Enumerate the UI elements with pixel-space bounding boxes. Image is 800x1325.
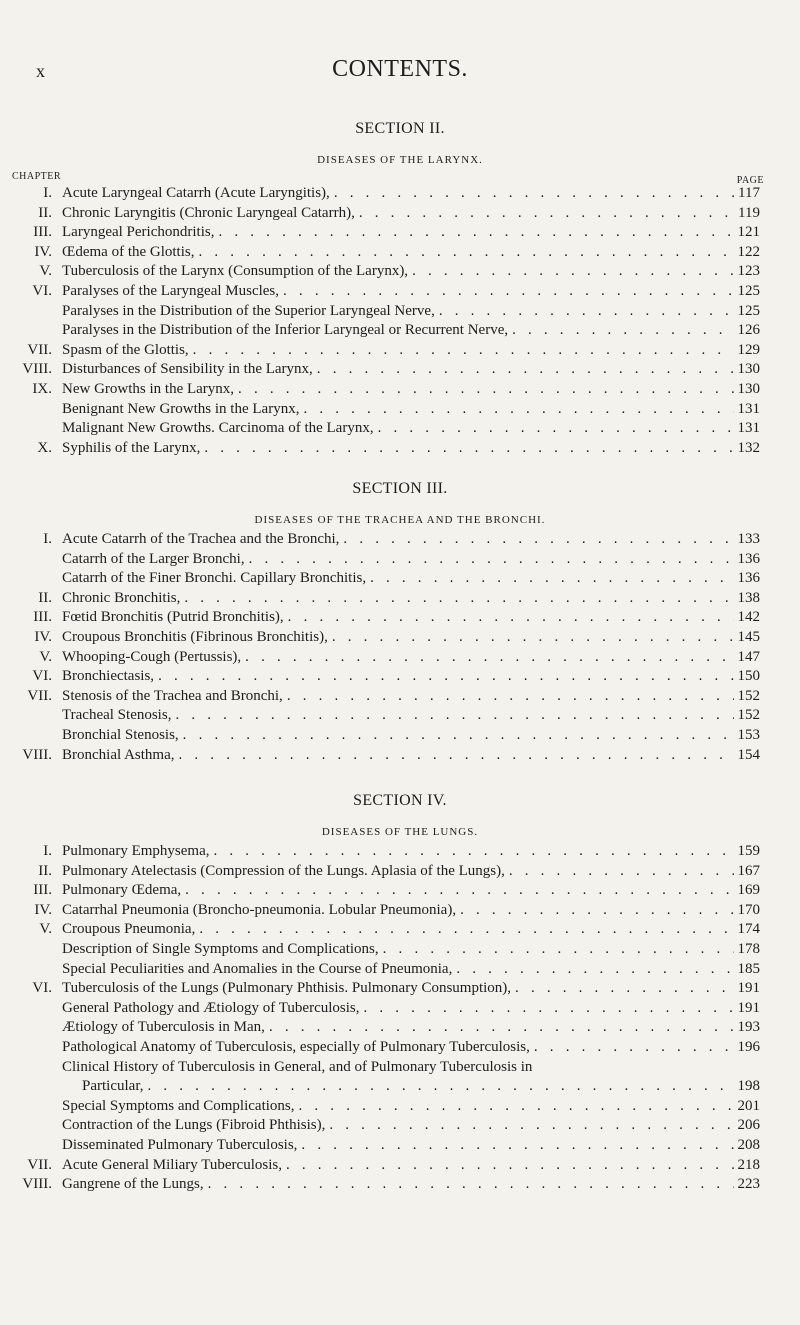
entry-title: Paralyses in the Distribution of the Inferior Laryngeal or Recurrent Nerve,: [62, 322, 509, 339]
chapter-number: I.: [43, 843, 52, 859]
section-subtitle: DISEASES OF THE TRACHEA AND THE BRONCHI.: [254, 514, 546, 526]
page-number: 223: [737, 1176, 760, 1193]
dot-leader: [287, 687, 734, 707]
dot-leader: [378, 419, 734, 439]
entry-line: [62, 1136, 760, 1156]
page-number: 129: [737, 341, 760, 358]
toc-entry: [0, 1018, 800, 1038]
entry-title: Pulmonary Emphysema,: [62, 843, 210, 859]
dot-leader: [286, 1156, 734, 1176]
entry-title: Tuberculosis of the Lungs (Pulmonary Phthisis. Pulmonary Consumption),: [62, 980, 512, 997]
dot-leader: [334, 184, 734, 204]
entry-title: Stenosis of the Trachea and Bronchi,: [62, 687, 283, 704]
entry-line: [62, 628, 760, 648]
dot-leader: [198, 243, 733, 263]
chapter-number: IV.: [34, 243, 52, 260]
dot-leader: [363, 999, 733, 1019]
dot-leader: [303, 400, 733, 420]
entry-title: Spasm of the Glottis,: [62, 341, 189, 358]
toc-entry: [0, 1156, 800, 1176]
entry-title: Paralyses of the Laryngeal Muscles,: [62, 282, 280, 299]
entry-title: Catarrh of the Finer Bronchi. Capillary Bronchitis,: [62, 570, 367, 587]
entry-title: Bronchial Asthma,: [62, 746, 175, 763]
entry-line: [62, 341, 760, 361]
dot-leader: [185, 881, 733, 901]
entry-title: Croupous Bronchitis (Fibrinous Bronchitis),: [62, 628, 328, 645]
dot-leader: [288, 608, 734, 628]
toc-entry: [0, 321, 800, 341]
page-number: 130: [737, 380, 760, 397]
toc-entry: [0, 302, 800, 322]
entry-title: Acute Catarrh of the Trachea and the Bronchi,: [62, 531, 340, 547]
entry-title: New Growths in the Larynx,: [62, 380, 235, 397]
chapter-number: VIII.: [22, 361, 52, 378]
chapter-number: II.: [38, 589, 52, 606]
entry-title: Gangrene of the Lungs,: [62, 1176, 204, 1193]
entry-title: Description of Single Symptoms and Complications,: [62, 940, 379, 957]
dot-leader: [460, 901, 733, 921]
entry-title: Fœtid Bronchitis (Putrid Bronchitis),: [62, 609, 284, 626]
toc-entry: [0, 1175, 800, 1195]
entry-title: Special Peculiarities and Anomalies in the Course of Pneumonia,: [62, 960, 453, 977]
entry-line: [62, 979, 760, 999]
entry-line: [62, 648, 760, 668]
page-number: 152: [737, 687, 760, 704]
section-subtitle: DISEASES OF THE LUNGS.: [321, 826, 479, 838]
dot-leader: [208, 1175, 734, 1195]
page-number: 191: [737, 999, 760, 1016]
dot-leader: [175, 706, 733, 726]
entry-line: [62, 400, 760, 420]
dot-leader: [179, 746, 734, 766]
toc-entry: [0, 184, 800, 204]
dot-leader: [301, 1136, 733, 1156]
chapter-number: VI.: [32, 282, 52, 299]
dot-leader: [412, 262, 733, 282]
entry-line: [62, 1077, 760, 1097]
page-number: 201: [737, 1097, 760, 1114]
entry-line: [62, 1175, 760, 1195]
page-number: 218: [737, 1156, 760, 1173]
toc-entry: [0, 1097, 800, 1117]
dot-leader: [317, 360, 734, 380]
chapter-number: VIII.: [22, 746, 52, 763]
entry-title: Ætiology of Tuberculosis in Man,: [62, 1019, 265, 1036]
entry-line: [62, 1058, 760, 1078]
chapter-number: VI.: [32, 980, 52, 997]
entry-line: [62, 439, 760, 459]
entry-title: Tuberculosis of the Larynx (Consumption of the Larynx),: [62, 263, 409, 280]
dot-leader: [329, 1116, 733, 1136]
toc-entry: [0, 726, 800, 746]
entry-title: Acute General Miliary Tuberculosis,: [62, 1156, 282, 1173]
entry-line: [62, 881, 760, 901]
entry-line: [62, 262, 760, 282]
toc-entry: [0, 530, 800, 550]
chapter-column-label: CHAPTER: [12, 171, 62, 182]
dot-leader: [249, 550, 734, 570]
chapter-number: I.: [43, 185, 52, 201]
entry-title: Malignant New Growths. Carcinoma of the Larynx,: [62, 420, 374, 437]
chapter-number: II.: [38, 204, 52, 221]
dot-leader: [359, 204, 734, 224]
section-title: SECTION II.: [355, 120, 445, 137]
page-number: 136: [737, 550, 760, 567]
toc-entry: [0, 589, 800, 609]
section-ii: [0, 120, 800, 458]
toc-entry: [0, 341, 800, 361]
page-number: 208: [737, 1136, 760, 1153]
page-number: 174: [737, 921, 760, 938]
chapter-number: III.: [33, 224, 52, 241]
page-number: 167: [737, 862, 760, 879]
chapter-number: VII.: [27, 1156, 52, 1173]
toc-entry: [0, 1136, 800, 1156]
page-number: 196: [737, 1038, 760, 1055]
page-number: 206: [737, 1117, 760, 1134]
page-number: 132: [737, 439, 760, 456]
entry-line: [62, 1156, 760, 1176]
entry-line: [62, 243, 760, 263]
dot-leader: [269, 1018, 734, 1038]
page-number: 152: [737, 707, 760, 724]
toc-entry: [0, 960, 800, 980]
toc-entry: [0, 282, 800, 302]
entry-title: Tracheal Stenosis,: [62, 707, 172, 724]
entry-title: Special Symptoms and Complications,: [62, 1097, 295, 1114]
page-column-label: PAGE: [736, 175, 764, 186]
toc-entry: [0, 243, 800, 263]
page-number: 169: [737, 882, 760, 899]
page-number: 153: [737, 726, 760, 743]
dot-leader: [439, 302, 734, 322]
toc-entry: [0, 940, 800, 960]
entry-line: [62, 204, 760, 224]
dot-leader: [147, 1077, 733, 1097]
dot-leader: [332, 628, 734, 648]
entry-line: [62, 530, 760, 550]
page-number: 191: [737, 980, 760, 997]
entry-line: [62, 1018, 760, 1038]
chapter-number: VIII.: [22, 1176, 52, 1193]
toc-entry: [0, 920, 800, 940]
toc-entry: [0, 550, 800, 570]
toc-list: [0, 842, 800, 1195]
page-number: 138: [737, 589, 760, 606]
dot-leader: [158, 667, 733, 687]
section-title: SECTION III.: [352, 480, 448, 497]
toc-entry: [0, 648, 800, 668]
page-number: 121: [737, 224, 760, 241]
entry-line: [62, 940, 760, 960]
entry-line: [62, 862, 760, 882]
toc-entry: [0, 842, 800, 862]
toc-entry: [0, 380, 800, 400]
toc-entry: [0, 628, 800, 648]
page-number: 193: [737, 1019, 760, 1036]
entry-line: [62, 380, 760, 400]
toc-entry: [0, 1077, 800, 1097]
page-number: 119: [738, 204, 760, 221]
entry-title: Particular,: [82, 1078, 144, 1095]
page-number: 125: [737, 282, 760, 299]
page-number: 130: [737, 361, 760, 378]
toc-list: [0, 184, 800, 458]
dot-leader: [193, 341, 734, 361]
entry-line: [62, 1116, 760, 1136]
entry-line: [62, 550, 760, 570]
entry-line: [62, 282, 760, 302]
entry-title: Œdema of the Glottis,: [62, 243, 195, 260]
entry-title: Disseminated Pulmonary Tuberculosis,: [62, 1136, 298, 1153]
entry-line: [62, 999, 760, 1019]
section-subtitle: DISEASES OF THE LARYNX.: [317, 154, 483, 166]
page-number: 136: [737, 570, 760, 587]
page-header: [0, 56, 800, 86]
entry-title: Catarrhal Pneumonia (Broncho-pneumonia. Lobular Pneumonia),: [62, 901, 457, 918]
dot-leader: [183, 726, 734, 746]
section-iii: [0, 480, 800, 765]
chapter-number: V.: [39, 263, 52, 280]
dot-leader: [343, 530, 733, 550]
dot-leader: [184, 589, 733, 609]
chapter-number: IV.: [34, 901, 52, 918]
dot-leader: [238, 380, 733, 400]
entry-title: Chronic Laryngitis (Chronic Laryngeal Catarrh),: [62, 204, 355, 221]
dot-leader: [218, 223, 733, 243]
entry-line: [62, 920, 760, 940]
page-number: 133: [737, 531, 760, 547]
page-number: 198: [737, 1078, 760, 1095]
page-number: 170: [737, 901, 760, 918]
entry-line: [62, 726, 760, 746]
running-title: CONTENTS.: [332, 56, 468, 82]
toc-entry: [0, 881, 800, 901]
chapter-number: X.: [37, 439, 52, 456]
entry-title: Catarrh of the Larger Bronchi,: [62, 550, 245, 567]
entry-title: Pathological Anatomy of Tuberculosis, especially of Pulmonary Tuberculosis,: [62, 1038, 530, 1055]
chapter-number: I.: [43, 531, 52, 547]
dot-leader: [512, 321, 733, 341]
page-number: 159: [737, 843, 760, 859]
toc-entry: [0, 223, 800, 243]
entry-line: [62, 419, 760, 439]
toc-entry: [0, 706, 800, 726]
chapter-number: V.: [39, 648, 52, 665]
toc-entry: [0, 419, 800, 439]
page-number: 123: [737, 263, 760, 280]
toc-entry: [0, 204, 800, 224]
page-folio: x: [36, 61, 45, 81]
entry-title: Pulmonary Œdema,: [62, 882, 182, 899]
toc-entry: [0, 1058, 800, 1078]
dot-leader: [283, 282, 733, 302]
section-iv: [0, 792, 800, 1195]
chapter-number: III.: [33, 882, 52, 899]
entry-line: [62, 569, 760, 589]
toc-entry: [0, 862, 800, 882]
toc-entry: [0, 400, 800, 420]
entry-title: Chronic Bronchitis,: [62, 589, 181, 606]
entry-line: [62, 302, 760, 322]
entry-line: [62, 321, 760, 341]
entry-line: [62, 901, 760, 921]
toc-entry: [0, 608, 800, 628]
chapter-number: VII.: [27, 687, 52, 704]
toc-list: [0, 530, 800, 765]
toc-entry: [0, 569, 800, 589]
dot-leader: [534, 1038, 734, 1058]
entry-title: Bronchiectasis,: [62, 668, 155, 685]
dot-leader: [370, 569, 733, 589]
page-number: 131: [737, 400, 760, 417]
chapter-number: VI.: [32, 668, 52, 685]
page-number: 147: [737, 648, 760, 665]
toc-entry: [0, 1038, 800, 1058]
toc-entry: [0, 687, 800, 707]
toc-entry: [0, 979, 800, 999]
entry-title: Pulmonary Atelectasis (Compression of the Lungs. Aplasia of the Lungs),: [62, 862, 505, 879]
section-title: SECTION IV.: [353, 792, 447, 809]
dot-leader: [213, 842, 733, 862]
chapter-number: IX.: [32, 380, 52, 397]
page-number: 185: [737, 960, 760, 977]
entry-title: Benignant New Growths in the Larynx,: [62, 400, 300, 417]
chapter-number: IV.: [34, 628, 52, 645]
dot-leader: [456, 960, 733, 980]
entry-line: [62, 1097, 760, 1117]
page-number: 154: [737, 746, 760, 763]
toc-entry: [0, 360, 800, 380]
entry-line: [62, 687, 760, 707]
entry-line: [62, 667, 760, 687]
entry-title: Bronchial Stenosis,: [62, 726, 179, 743]
entry-title: Clinical History of Tuberculosis in General, and of Pulmonary Tuberculosis in: [62, 1058, 533, 1075]
entry-line: [62, 746, 760, 766]
dot-leader: [245, 648, 733, 668]
entry-line: [62, 223, 760, 243]
entry-line: [62, 1038, 760, 1058]
entry-title: Acute Laryngeal Catarrh (Acute Laryngitis),: [62, 185, 330, 201]
entry-title: Laryngeal Perichondritis,: [62, 224, 215, 241]
page-number: 178: [737, 940, 760, 957]
entry-title: Croupous Pneumonia,: [62, 921, 196, 938]
entry-line: [62, 842, 760, 862]
chapter-number: II.: [38, 862, 52, 879]
entry-line: [62, 706, 760, 726]
page-number: 145: [737, 628, 760, 645]
toc-entry: [0, 746, 800, 766]
toc-entry: [0, 262, 800, 282]
page-number: 150: [737, 668, 760, 685]
dot-leader: [204, 439, 733, 459]
toc-entry: [0, 901, 800, 921]
page-number: 117: [738, 185, 760, 201]
entry-line: [62, 184, 760, 204]
entry-line: [62, 360, 760, 380]
entry-title: Syphilis of the Larynx,: [62, 439, 201, 456]
page-number: 125: [737, 302, 760, 319]
chapter-number: III.: [33, 609, 52, 626]
entry-title: Whooping-Cough (Pertussis),: [62, 648, 242, 665]
dot-leader: [299, 1097, 734, 1117]
page-number: 131: [737, 420, 760, 437]
dot-leader: [199, 920, 733, 940]
column-headers: [0, 170, 800, 184]
toc-entry: [0, 1116, 800, 1136]
toc-entry: [0, 999, 800, 1019]
entry-line: [62, 608, 760, 628]
entry-title: Disturbances of Sensibility in the Larynx,: [62, 361, 313, 378]
entry-title: Paralyses in the Distribution of the Superior Laryngeal Nerve,: [62, 302, 435, 319]
entry-line: [62, 589, 760, 609]
page-number: 122: [737, 243, 760, 260]
page-number: 126: [737, 322, 760, 339]
entry-title: General Pathology and Ætiology of Tuberculosis,: [62, 999, 360, 1016]
entry-line: [62, 960, 760, 980]
toc-entry: [0, 667, 800, 687]
dot-leader: [515, 979, 733, 999]
toc-entry: [0, 439, 800, 459]
chapter-number: VII.: [27, 341, 52, 358]
entry-title: Contraction of the Lungs (Fibroid Phthisis),: [62, 1117, 326, 1134]
chapter-number: V.: [39, 921, 52, 938]
dot-leader: [383, 940, 734, 960]
dot-leader: [509, 862, 734, 882]
page-number: 142: [737, 609, 760, 626]
